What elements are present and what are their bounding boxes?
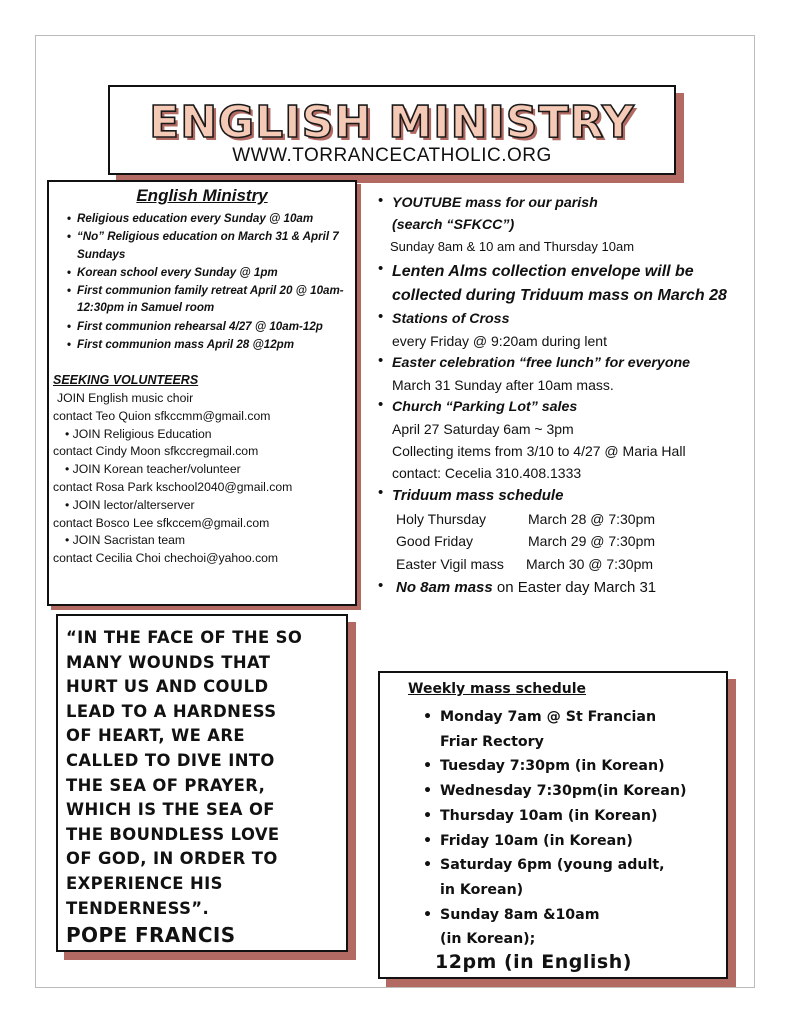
list-item: • Religious education every Sunday @ 10am [77,210,352,228]
triduum-day: Good Friday [396,533,474,550]
announcement-lenten [376,260,756,308]
quote-face [56,614,348,952]
announcements [376,192,756,599]
volunteer-join: • JOIN Religious Education [65,426,212,441]
list-item: • Monday 7am @ St Francian Friar Rectory [440,705,725,754]
youtube-times: Sunday 8am & 10 am and Thursday 10am [390,239,635,254]
ministry-title: English Ministry [136,186,268,205]
parking-date: April 27 Saturday 6am ~ 3pm [392,421,574,437]
triduum-day: Easter Vigil mass [396,555,504,572]
triduum-row [392,508,756,530]
stations-title: • Stations of Cross [392,311,510,327]
website-url[interactable]: WWW.TORRANCECATHOLIC.ORG [232,145,552,166]
announcement-no-mass [376,577,756,599]
list-item: • Sunday 8am &10am (in Korean); [440,903,725,952]
easter-title: • Easter celebration “free lunch” for everyone [392,355,691,371]
weekly-title: Weekly mass schedule [408,681,586,697]
announcement-easter [376,352,756,396]
announcement-youtube [376,192,756,258]
announcement-triduum [376,484,756,575]
list-item: • Tuesday 7:30pm (in Korean) [440,754,725,779]
volunteer-join-label: JOIN Sacristan team [72,533,186,548]
volunteers-list [53,390,343,568]
triduum-time: March 28 @ 7:30pm [528,511,656,527]
list-item: • First communion family retreat April 20 @ 10am-12:30pm in Samuel room [77,282,352,317]
list-item: • First communion rehearsal 4/27 @ 10am-12p [77,318,352,336]
no-mass-rest: on Easter day March 31 [492,579,657,597]
stations-detail: every Friday @ 9:20am during lent [392,333,607,349]
parking-contact: contact: Cecelia 310.408.1333 [392,465,582,481]
volunteer-join: • JOIN Korean teacher/volunteer [65,462,241,477]
triduum-time: March 29 @ 7:30pm [528,533,656,550]
pope-quote-box [56,614,348,952]
volunteer-join-label: JOIN Religious Education [72,426,212,441]
volunteer-contact: contact Teo Quion sfkccmm@gmail.com [53,408,271,423]
volunteer-join: • JOIN Sacristan team [65,533,186,548]
triduum-row [392,530,756,552]
header-banner [108,85,676,175]
volunteer-contact: contact Cindy Moon sfkccregmail.com [53,444,259,459]
list-item: • Korean school every Sunday @ 1pm [77,264,352,282]
volunteers-title: SEEKING VOLUNTEERS [53,373,199,387]
volunteer-contact: contact Rosa Park kschool2040@gmail.com [53,479,293,494]
announcement-parking [376,396,756,484]
announcement-stations [376,308,756,352]
quote-author: POPE FRANCIS [66,923,236,947]
list-item: • Thursday 10am (in Korean) [440,804,725,829]
triduum-time: March 30 @ 7:30pm [526,555,654,572]
header-face [108,85,676,175]
easter-detail: March 31 Sunday after 10am mass. [392,377,614,393]
volunteer-join-label: JOIN Korean teacher/volunteer [72,462,241,477]
list-item: • First communion mass April 28 @12pm [77,336,352,354]
volunteer-join: • JOIN lector/alterserver [65,497,195,512]
youtube-search: (search “SFKCC”) [392,217,515,233]
list-item: • Friday 10am (in Korean) [440,829,725,854]
list-item: • Wednesday 7:30pm(in Korean) [440,779,725,804]
page-title: ENGLISH MINISTRY [149,97,635,148]
youtube-title: • YOUTUBE mass for our parish [392,195,598,211]
lenten-text: • Lenten Alms collection envelope will be collected during Triduum mass on March 28 [392,263,727,304]
list-item: • Saturday 6pm (young adult, in Korean) [440,853,725,902]
triduum-title: • Triduum mass schedule [392,487,564,504]
quote-text: “IN THE FACE OF THE SO MANY WOUNDS THAT HURT US AND COULD LEAD TO A HARDNESS OF HEART, WE ARE CALLED TO DIVE INTO THE SEA OF PRAYER, WHICH IS THE SEA OF THE BOUNDLESS LOVE OF GOD, IN ORDER TO EXPERIENCE HIS TENDERNESS”. [66,628,303,918]
weekly-face [378,671,728,979]
volunteer-join: JOIN English music choir [57,391,194,405]
list-item: • “No” Religious education on March 31 & April 7 Sundays [77,228,352,263]
ministry-list [77,210,352,354]
weekly-english-mass: 12pm (in English) [435,951,632,973]
triduum-row [392,553,756,575]
parking-collect: Collecting items from 3/10 to 4/27 @ Maria Hall [392,443,686,459]
no-mass-line [396,577,756,599]
weekly-list [440,705,725,952]
volunteer-contact: contact Cecilia Choi chechoi@yahoo.com [53,551,279,566]
parking-title: • Church “Parking Lot” sales [392,399,578,415]
no-mass-bold: No 8am mass [396,579,493,597]
triduum-day: Holy Thursday [396,511,487,527]
volunteer-contact: contact Bosco Lee sfkccem@gmail.com [53,515,270,530]
weekly-mass-box [378,671,728,979]
volunteer-join-label: JOIN lector/alterserver [72,497,195,512]
